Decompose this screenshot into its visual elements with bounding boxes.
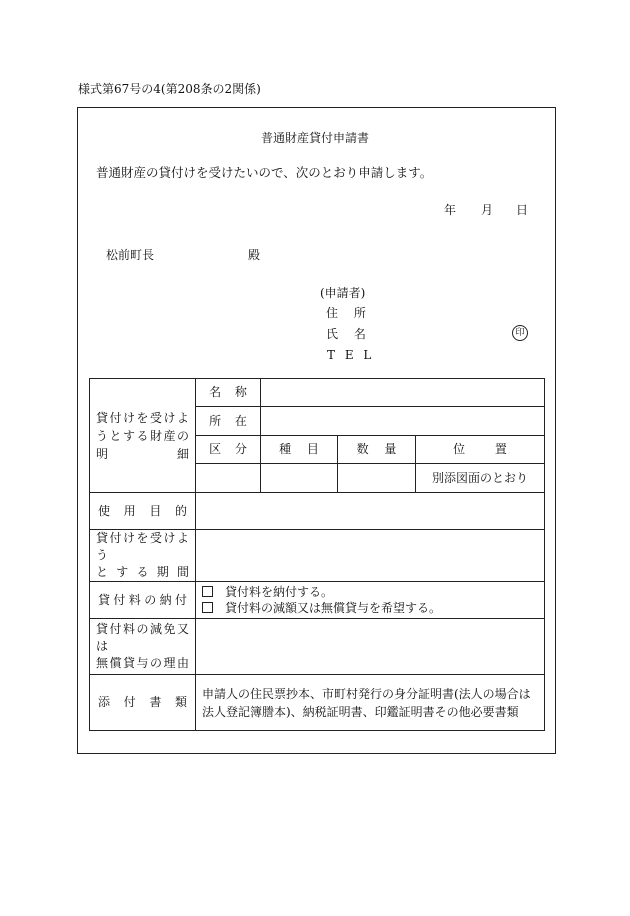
category-field[interactable] (196, 464, 261, 493)
document-title: 普通財産貸付申請書 (260, 131, 369, 145)
form-number: 様式第67号の4(第208条の2関係) (78, 82, 261, 96)
type-label: 種 目 (261, 436, 338, 464)
quantity-field[interactable] (338, 464, 416, 493)
date-month: 月 (481, 203, 494, 217)
name-label: 名 称 (196, 379, 261, 407)
reduction-reason-field[interactable] (196, 619, 545, 675)
addressee: 松前町長 (106, 248, 155, 262)
checkbox-icon[interactable] (202, 586, 213, 597)
period-label: 貸付けを受けよ う とする期間 (90, 530, 196, 582)
applicant-heading: (申請者) (320, 286, 366, 300)
date-year: 年 (444, 203, 457, 217)
property-details-label: 貸付けを受けようとする財産の明細 (90, 379, 196, 493)
intro-text: 普通財産の貸付けを受けたいので、次のとおり申請します。 (96, 165, 433, 180)
position-label: 位 置 (416, 436, 545, 464)
period-field[interactable] (196, 530, 545, 582)
application-table (89, 378, 545, 731)
applicant-address-label: 住 所 (326, 306, 366, 320)
honorific: 殿 (248, 248, 261, 262)
quantity-label: 数 量 (338, 436, 416, 464)
category-label: 区 分 (196, 436, 261, 464)
attachments-value: 申請人の住民票抄本、市町村発行の身分証明書(法人の場合は法人登記簿謄本)、納税証明書、印鑑証明書その他必要書類 (196, 675, 545, 731)
position-value: 別添図面のとおり (416, 464, 545, 493)
location-field[interactable] (261, 407, 545, 436)
reduction-reason-label: 貸付料の減免又は 無償貸与の理由 (90, 619, 196, 675)
checkbox-icon[interactable] (202, 602, 213, 613)
purpose-field[interactable] (196, 493, 545, 530)
payment-label: 貸付料の納付 (90, 582, 196, 619)
applicant-name-label: 氏 名 (326, 327, 366, 341)
name-field[interactable] (261, 379, 545, 407)
date-day: 日 (516, 203, 529, 217)
location-label: 所 在 (196, 407, 261, 436)
payment-option-reduce[interactable]: 貸付料の減額又は無償貸与を希望する。 (202, 600, 538, 616)
type-field[interactable] (261, 464, 338, 493)
attachments-label: 添付書類 (90, 675, 196, 731)
payment-option-pay[interactable]: 貸付料を納付する。 (202, 584, 538, 600)
seal-mark: 印 (512, 325, 528, 341)
applicant-tel-label: T E L (327, 348, 375, 362)
purpose-label: 使用目的 (90, 493, 196, 530)
